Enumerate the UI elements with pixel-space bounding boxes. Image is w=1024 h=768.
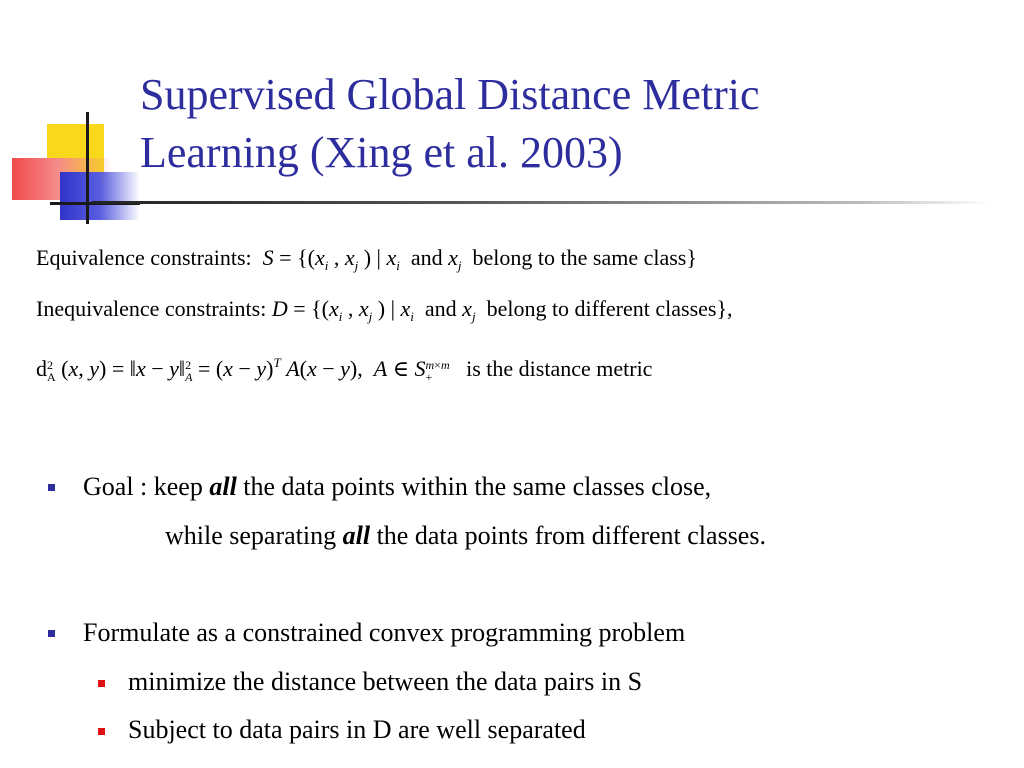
bullet-goal <box>83 470 711 504</box>
bullet-formulate: Formulate as a constrained convex programming problem <box>83 618 686 647</box>
sub-bullet-subject-to: Subject to data pairs in D are well separated <box>128 715 586 744</box>
goal-prefix: Goal : keep <box>83 472 210 501</box>
bullet-marker-1 <box>48 484 55 491</box>
equivalence-description: belong to the same class} <box>472 245 697 270</box>
sub-bullet-marker-2 <box>98 728 105 735</box>
bullet-goal-continuation <box>165 519 766 553</box>
inequivalence-label: Inequivalence constraints: <box>36 296 267 321</box>
inequivalence-description: belong to different classes}, <box>486 296 733 321</box>
distance-metric-description: is the distance metric <box>466 356 653 381</box>
goal-cont-suffix: the data points from different classes. <box>370 521 766 550</box>
equivalence-constraints-line <box>36 243 697 273</box>
slide-logo-decoration <box>0 100 140 230</box>
slide-title-line-2: Learning (Xing et al. 2003) <box>140 128 623 177</box>
slide-title <box>140 66 1000 182</box>
slide-title-line-1: Supervised Global Distance Metric <box>140 70 760 119</box>
equivalence-formula: $S = \{(x_i$ , $x_j$ ) | $x_i$ and $x_j$ <box>262 245 462 273</box>
inequivalence-formula: $D = \{(x_i$ , $x_j$ ) | $x_i$ and $x_j$ <box>271 296 476 324</box>
title-underline <box>92 201 992 204</box>
goal-cont-emphasis: all <box>342 521 371 550</box>
logo-blue-square <box>60 172 140 220</box>
goal-cont-prefix: while separating <box>165 521 343 550</box>
goal-suffix: the data points within the same classes close, <box>236 472 712 501</box>
sub-bullet-marker-1 <box>98 680 105 687</box>
and-word: and <box>410 245 443 270</box>
distance-metric-line <box>36 354 652 384</box>
and-word-2: and <box>424 296 457 321</box>
distance-metric-formula: d 2 A (x, y) = ‖x − y‖ 2 A = $(x - y)^T$ A(x − y), A ∈ S m×m + <box>36 355 450 384</box>
sub-bullet-minimize: minimize the distance between the data pairs in S <box>128 667 643 696</box>
goal-emphasis: all <box>209 472 237 501</box>
equivalence-label: Equivalence constraints: <box>36 245 252 270</box>
bullet-marker-2 <box>48 630 55 637</box>
logo-vertical-line <box>86 112 89 224</box>
inequivalence-constraints-line <box>36 294 733 324</box>
